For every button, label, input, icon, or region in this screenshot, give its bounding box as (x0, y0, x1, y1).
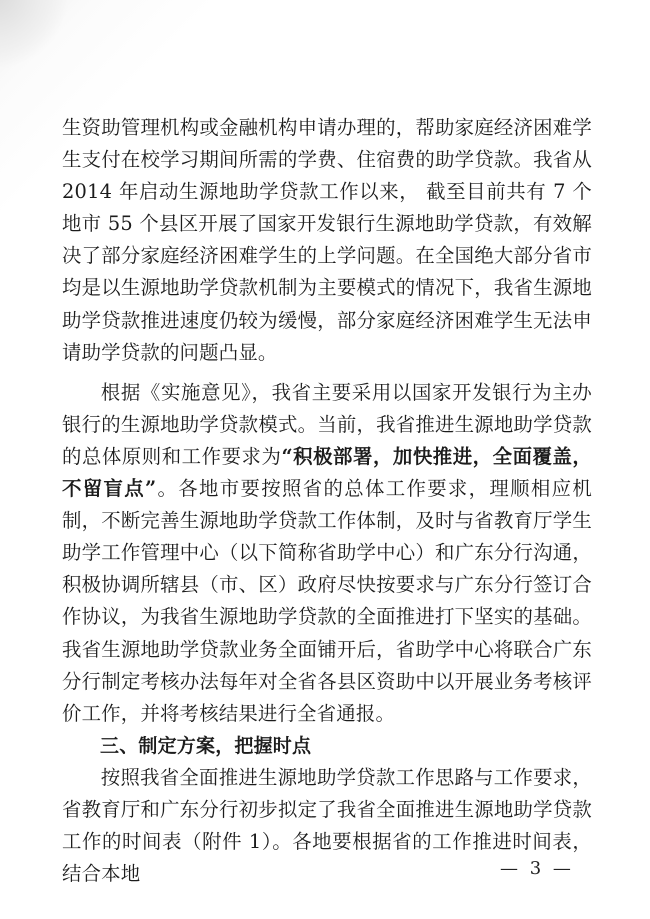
paragraph-1: 生资助管理机构或金融机构申请办理的，帮助家庭经济困难学生支付在校学习期间所需的学费、住宿费的助学贷款。我省从 2014 年启动生源地助学贷款工作以来， 截至目前共有 7 个地市 55 个县区开展了国家开发银行生源地助学贷款，有效解决了部分家庭经济困难学生的上学问题。在全国绝大部分省市均是以生源地助学贷款机制为主要模式的情况下，我省生源地助学贷款推进速度仍较为缓慢，部分家庭经济困难学生无法申请助学贷款的问题凸显。 (62, 116, 592, 364)
section-heading-3: 三、制定方案，把握时点 (100, 734, 312, 757)
paragraph-2-emphasis: “积极部署，加快推进，全面覆盖，不留盲点” (62, 444, 593, 501)
paragraph-3: 按照我省全面推进生源地助学贷款工作思路与工作要求，省教育厅和广东分行初步拟定了我省全面推进生源地助学贷款工作的时间表（附件 1）。各地要根据省的工作推进时间表，结合本地 (62, 765, 592, 886)
document-body (62, 112, 592, 890)
paragraph-2-text: 根据《实施意见》，我省主要采用以国家开发银行为主办银行的生源地助学贷款模式。当前，我省推进生源地助学贷款的总体原则和工作要求为 (62, 380, 592, 468)
page-number: — 3 — (500, 858, 574, 879)
page-corner-shadow (0, 0, 70, 70)
paragraph-2-text-continued: 。各地市要按照省的总体工作要求，理顺相应机制，不断完善生源地助学贷款工作体制，及时与省教育厅学生助学工作管理中心（以下简称省助学中心）和广东分行沟通，积极协调所辖县（市、区）政府尽快按要求与广东分行签订合作协议，为我省生源地助学贷款的全面推进打下坚实的基础。我省生源地助学贷款业务全面铺开后，省助学中心将联合广东分行制定考核办法每年对全省各县区资助中以开展业务考核评价工作，并将考核结果进行全省通报。 (62, 477, 593, 725)
paragraph-2 (62, 377, 592, 730)
